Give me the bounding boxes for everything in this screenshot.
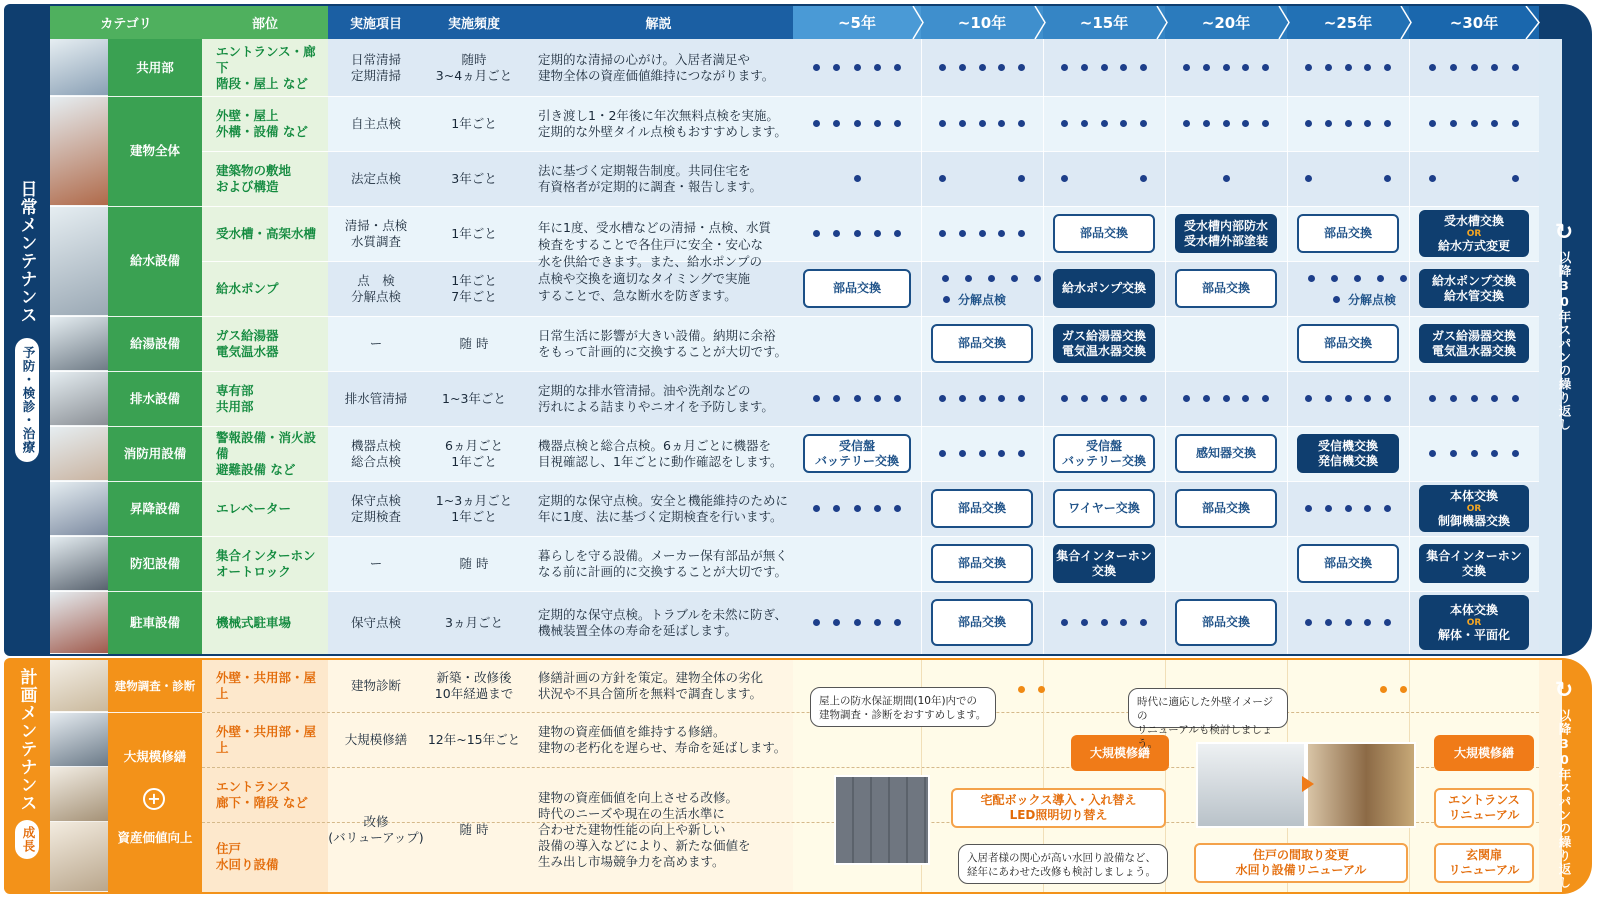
schedule-dot — [874, 619, 881, 626]
schedule-dot — [1325, 64, 1332, 71]
schedule-dot — [1450, 395, 1457, 402]
row-item: 保守点検 定期検査 — [350, 492, 401, 524]
box-line: 解体・平面化 — [1437, 627, 1510, 642]
row-frequency: 3年ごと — [451, 170, 497, 186]
row-part: 集合インターホン オートロック — [216, 547, 316, 579]
schedule-dot — [1140, 619, 1147, 626]
schedule-dot — [1242, 64, 1249, 71]
row-frequency: 随 時 — [459, 555, 489, 571]
header-frequency: 実施頻度 — [424, 6, 524, 39]
schedule-dot — [1380, 686, 1387, 693]
box-line: 本体交換 — [1449, 488, 1498, 503]
daily-title: 日常メンテナンス — [16, 180, 37, 324]
header-year-3: ~15年 — [1043, 6, 1165, 39]
box-line: 給水方式変更 — [1437, 238, 1510, 253]
schedule-dot — [979, 64, 986, 71]
schedule-dot — [1364, 64, 1371, 71]
schedule-dot — [1429, 175, 1436, 182]
schedule-dot — [1450, 64, 1457, 71]
schedule-dot — [965, 275, 972, 282]
planned-frequency: 12年~15年ごと — [427, 731, 521, 747]
schedule-dot — [1262, 64, 1269, 71]
planned-item: 大規模修繕 — [344, 731, 408, 747]
row-item: 保守点検 — [350, 614, 401, 630]
schedule-dot — [1364, 505, 1371, 512]
row-frequency: 6ヵ月ごと 1年ごと — [445, 437, 503, 469]
schedule-dot — [1471, 395, 1478, 402]
planned-description: 建物の資産価値を向上させる改修。 時代のニーズや現在の生活水準に 合わせた建物性能の向上や新しい 設備の導入などにより、新たな価値を 生み出し市場競争力を高めます。 — [538, 789, 751, 869]
row-description: 定期的な排水管清掃。油や洗剤などの 汚れによる詰まりやニオイを予防します。 — [538, 382, 774, 414]
schedule-dot — [1384, 395, 1391, 402]
planned-side-label — [4, 668, 50, 859]
schedule-dot — [874, 505, 881, 512]
planned-part: 外壁・共用部・屋上 — [216, 723, 317, 755]
schedule-dot — [1384, 64, 1391, 71]
schedule-dot — [998, 120, 1005, 127]
year-divider — [921, 39, 922, 654]
category-divider — [50, 206, 202, 207]
schedule-dot — [813, 395, 820, 402]
schedule-dot — [854, 120, 861, 127]
schedule-dot — [833, 395, 840, 402]
category-photo — [50, 712, 108, 767]
planned-description: 建物の資産価値を維持する修繕。 建物の老朽化を遅らせ、寿命を延ばします。 — [538, 723, 787, 755]
schedule-dot — [1140, 175, 1147, 182]
delivery-box-photo — [834, 775, 930, 865]
schedule-dot — [1325, 619, 1332, 626]
intercom-replace-box: 集合インターホン 交換 — [1053, 544, 1155, 583]
category-divider — [50, 712, 202, 713]
category-divider — [50, 371, 202, 372]
category-label: 昇降設備 — [129, 500, 180, 516]
schedule-dot — [1429, 395, 1436, 402]
water-heater-replace-box: ガス給湯器交換 電気温水器交換 — [1419, 324, 1529, 363]
category-photo — [50, 591, 108, 654]
schedule-dot — [874, 395, 881, 402]
planned-title: 計画メンテナンス — [16, 668, 37, 812]
planned-item: 改修 (バリューアップ) — [328, 813, 424, 845]
planned-frequency: 随 時 — [459, 821, 489, 837]
row-part: ガス給湯器 電気温水器 — [216, 327, 279, 359]
row-item: 日常清掃 定期清掃 — [350, 51, 401, 83]
year-divider — [1043, 39, 1044, 654]
parts-exchange-box: 部品交換 — [1175, 599, 1277, 646]
schedule-dot — [1081, 64, 1088, 71]
schedule-dot — [813, 230, 820, 237]
schedule-dot — [988, 275, 995, 282]
category-photo — [50, 822, 108, 892]
elevator-replace-box — [1419, 485, 1529, 532]
schedule-dot — [813, 120, 820, 127]
overhaul-label: 分解点検 — [1348, 293, 1397, 307]
category-label: 給水設備 — [129, 253, 180, 268]
category-photo — [50, 660, 108, 712]
tank-replace-box — [1419, 210, 1529, 257]
schedule-dot — [833, 230, 840, 237]
header-arrows — [793, 6, 1553, 39]
parts-exchange-box: 部品交換 — [931, 324, 1033, 363]
schedule-dot — [1262, 395, 1269, 402]
schedule-dot — [1242, 120, 1249, 127]
row-item: 排水管清掃 — [344, 390, 408, 406]
schedule-dot — [1120, 120, 1127, 127]
header-item: 実施項目 — [328, 6, 424, 39]
schedule-dot — [1140, 120, 1147, 127]
schedule-dot — [854, 230, 861, 237]
schedule-dot — [1345, 64, 1352, 71]
corridor-photo — [1306, 742, 1416, 828]
schedule-dot — [874, 230, 881, 237]
category-label: 建物全体 — [129, 143, 180, 158]
row-part: 警報設備・消火設備 避難設備 など — [216, 429, 317, 477]
category-label: 防犯設備 — [129, 555, 180, 571]
delivery-box-renewal: 宅配ボックス導入・入れ替え LED照明切り替え — [951, 788, 1166, 828]
category-divider — [50, 481, 202, 482]
schedule-dot — [1018, 120, 1025, 127]
schedule-dot — [942, 275, 949, 282]
schedule-dot — [1450, 120, 1457, 127]
category-photo — [50, 371, 108, 426]
schedule-dot — [979, 395, 986, 402]
schedule-dot — [1081, 120, 1088, 127]
header-year-2: ~10年 — [921, 6, 1043, 39]
schedule-dot — [1101, 120, 1108, 127]
schedule-dot — [874, 120, 881, 127]
schedule-dot — [874, 64, 881, 71]
row-description: 暮らしを守る設備。メーカー保有部品が無く なる前に計画的に交換することが大切です。 — [538, 547, 788, 579]
planned-repeat-text: 以降30年スパンの繰り返し — [1557, 709, 1572, 890]
planned-description: 修繕計画の方針を策定。建物全体の劣化 状況や不具合箇所を無料で調査します。 — [538, 670, 764, 701]
schedule-dot — [1471, 450, 1478, 457]
category-photo — [50, 426, 108, 481]
row-item: 機器点検 総合点検 — [350, 437, 401, 469]
box-or: OR — [1466, 617, 1482, 628]
schedule-dot — [854, 619, 861, 626]
schedule-dot — [1203, 64, 1210, 71]
repeat-icon: ↻ — [1554, 220, 1574, 245]
category-divider — [50, 426, 202, 427]
schedule-dot — [1400, 275, 1407, 282]
schedule-dot — [1018, 395, 1025, 402]
schedule-dot — [1038, 686, 1045, 693]
schedule-dot — [1262, 120, 1269, 127]
unit-renewal-box: 住戸の間取り変更 水回り設備リニューアル — [1194, 843, 1408, 883]
schedule-dot — [1101, 619, 1108, 626]
schedule-dot — [1325, 505, 1332, 512]
schedule-dot — [813, 619, 820, 626]
header-category: カテゴリ — [50, 6, 202, 39]
row-item: 自主点検 — [350, 115, 401, 131]
row-item: ー — [369, 335, 383, 351]
schedule-dot — [1354, 275, 1361, 282]
parts-exchange-box: 部品交換 — [1053, 214, 1155, 253]
door-renewal-box: 玄関扉 リニューアル — [1434, 843, 1534, 883]
header-year-1: ~5年 — [793, 6, 921, 39]
category-photo — [50, 96, 108, 206]
header-year-6: ~30年 — [1409, 6, 1539, 39]
schedule-dot — [1345, 619, 1352, 626]
row-item: 点 検 分解点検 — [350, 272, 401, 304]
category-major: 大規模修繕 — [123, 749, 187, 764]
category-photo — [50, 206, 108, 316]
year-divider — [1287, 39, 1288, 654]
schedule-dot — [833, 619, 840, 626]
major-repair-box: 大規模修繕 — [1071, 735, 1169, 771]
survey-note: 屋上の防水保証期間(10年)内での 建物調査・診断をおすすめします。 — [810, 687, 996, 727]
schedule-dot — [854, 175, 861, 182]
row-part: エレベーター — [216, 500, 292, 516]
schedule-dot — [1429, 450, 1436, 457]
parts-exchange-box: 部品交換 — [1297, 324, 1399, 363]
schedule-dot — [943, 296, 950, 303]
box-or: OR — [1466, 503, 1482, 514]
schedule-dot — [1223, 64, 1230, 71]
category-divider — [50, 591, 202, 592]
schedule-dot — [1018, 450, 1025, 457]
facade-note: 時代に適応した外壁イメージの リニューアルも検討しましょう。 — [1128, 688, 1288, 728]
arrow-icon — [1302, 776, 1314, 792]
parts-exchange-box: 部品交換 — [931, 544, 1033, 583]
major-repair-box: 大規模修繕 — [1434, 735, 1534, 771]
row-description: 定期的な保守点検。安全と機能維持のために 年に1度、法に基づく定期検査を行います。 — [538, 492, 789, 524]
planned-frequency: 新築・改修後 10年経過まで — [434, 670, 514, 701]
parts-exchange-box: 部品交換 — [1175, 489, 1277, 528]
schedule-dot — [1345, 505, 1352, 512]
schedule-dot — [854, 505, 861, 512]
schedule-dot — [1345, 395, 1352, 402]
row-frequency: 1~3年ごと — [442, 390, 506, 406]
schedule-dot — [959, 64, 966, 71]
schedule-dot — [1011, 275, 1018, 282]
schedule-dot — [1364, 395, 1371, 402]
schedule-dot — [1140, 64, 1147, 71]
row-description: 定期的な保守点検。トラブルを未然に防ぎ、 機械装置全体の寿命を延ばします。 — [538, 606, 788, 638]
row-description: 法に基づく定期報告制度。共同住宅を 有資格者が定期的に調査・報告します。 — [538, 162, 763, 194]
row-item: 法定点検 — [350, 170, 401, 186]
schedule-dot — [1333, 296, 1340, 303]
row-frequency: 3ヵ月ごと — [445, 614, 503, 630]
plus-icon: + — [143, 788, 165, 810]
schedule-dot — [998, 230, 1005, 237]
category-label: 共用部 — [136, 59, 174, 75]
sensor-replace-box: 感知器交換 — [1175, 434, 1277, 473]
schedule-dot — [1345, 120, 1352, 127]
receiver-replace-box: 受信機交換 発信機交換 — [1297, 434, 1399, 473]
daily-repeat-text: 以降30年スパンの繰り返し — [1557, 251, 1572, 432]
schedule-dot — [833, 505, 840, 512]
overhaul-label: 分解点検 — [958, 293, 1007, 307]
schedule-dot — [833, 120, 840, 127]
schedule-dot — [998, 450, 1005, 457]
row-part: エントランス・廊下 階段・屋上 など — [216, 43, 316, 91]
schedule-dot — [1400, 686, 1407, 693]
row-description: 引き渡し1・2年後に年次無料点検を実施。 定期的な外壁タイル点検もおすすめします。 — [538, 107, 787, 139]
tank-coating-box: 受水槽内部防水 受水槽外部塗装 — [1175, 214, 1277, 253]
pump-replace-box: 給水ポンプ交換 — [1053, 269, 1155, 308]
parts-exchange-box: 部品交換 — [931, 489, 1033, 528]
category-photo — [50, 39, 108, 96]
schedule-dot — [959, 450, 966, 457]
schedule-dot — [1429, 120, 1436, 127]
category-divider — [50, 316, 202, 317]
schedule-dot — [1140, 395, 1147, 402]
schedule-dot — [1308, 275, 1315, 282]
daily-side-label — [4, 180, 50, 462]
schedule-dot — [979, 230, 986, 237]
schedule-dot — [1101, 395, 1108, 402]
header-year-4: ~20年 — [1165, 6, 1287, 39]
category-value: 資産価値向上 — [117, 830, 193, 845]
row-item: 清掃・点検 水質調査 — [344, 217, 408, 249]
schedule-dot — [1325, 395, 1332, 402]
row-frequency: 随 時 — [459, 335, 489, 351]
header-year-5: ~25年 — [1287, 6, 1409, 39]
schedule-dot — [1384, 175, 1391, 182]
row-part: 給水ポンプ — [216, 280, 279, 296]
daily-repeat-label — [1539, 220, 1589, 432]
row-part: 機械式駐車場 — [216, 614, 292, 630]
category-photo — [50, 481, 108, 536]
row-part: 専有部 共用部 — [216, 382, 254, 414]
schedule-dot — [1429, 64, 1436, 71]
planned-item: 建物診断 — [350, 678, 401, 693]
schedule-dot — [979, 120, 986, 127]
row-frequency: 1年ごと — [451, 115, 497, 131]
planned-repeat-label — [1539, 678, 1589, 890]
schedule-dot — [1364, 619, 1371, 626]
schedule-dot — [1018, 64, 1025, 71]
parking-replace-box — [1419, 595, 1529, 650]
row-frequency: 随時 3~4ヵ月ごと — [435, 51, 513, 83]
planned-part: エントランス 廊下・階段 など — [216, 778, 308, 810]
schedule-dot — [1384, 120, 1391, 127]
row-description: 日常生活に影響が大きい設備。納期に余裕 をもって計画的に交換することが大切です。 — [538, 327, 788, 359]
schedule-dot — [1331, 275, 1338, 282]
year-divider — [1409, 39, 1410, 654]
schedule-dot — [1120, 64, 1127, 71]
box-or: OR — [1466, 228, 1482, 239]
row-part: 受水槽・高架水槽 — [216, 225, 317, 241]
category-photo — [50, 767, 108, 822]
category-label: 給湯設備 — [129, 335, 180, 351]
box-line: 本体交換 — [1449, 602, 1498, 617]
schedule-dot — [1081, 395, 1088, 402]
row-frequency: 1年ごと 7年ごと — [451, 272, 497, 304]
schedule-dot — [1242, 395, 1249, 402]
schedule-dot — [1120, 619, 1127, 626]
schedule-dot — [1203, 120, 1210, 127]
schedule-dot — [998, 64, 1005, 71]
row-part: 建築物の敷地 および構造 — [216, 162, 292, 194]
category-photo — [50, 536, 108, 591]
schedule-dot — [1101, 64, 1108, 71]
parts-exchange-box: 部品交換 — [1297, 544, 1399, 583]
entrance-photo — [1196, 742, 1306, 828]
schedule-dot — [959, 120, 966, 127]
schedule-dot — [1081, 619, 1088, 626]
year-divider — [1165, 39, 1166, 654]
category-divider — [50, 536, 202, 537]
water-note: 入居者様の関心が高い水回り設備など、 経年にあわせた改修も検討しましょう。 — [958, 844, 1168, 884]
schedule-dot — [1325, 120, 1332, 127]
schedule-dot — [1034, 275, 1041, 282]
parts-exchange-box: 部品交換 — [931, 599, 1033, 646]
category-label: 消防用設備 — [123, 445, 187, 461]
category-divider — [50, 96, 202, 97]
schedule-dot — [1223, 120, 1230, 127]
row-item: ー — [369, 555, 383, 571]
row-frequency: 1~3ヵ月ごと 1年ごと — [435, 492, 513, 524]
schedule-dot — [1203, 395, 1210, 402]
water-heater-replace-box: ガス給湯器交換 電気温水器交換 — [1053, 324, 1155, 363]
repeat-icon: ↻ — [1554, 678, 1574, 703]
row-description: 定期的な清掃の心がけ。入居者満足や 建物全体の資産価値維持につながります。 — [538, 51, 775, 83]
intercom-replace-box: 集合インターホン 交換 — [1419, 544, 1529, 583]
daily-badge: 予防・検診・治療 — [15, 338, 39, 462]
parts-exchange-box: 部品交換 — [803, 269, 911, 308]
category-survey: 建物調査・診断 — [114, 679, 196, 693]
schedule-dot — [1384, 505, 1391, 512]
schedule-dot — [1018, 230, 1025, 237]
schedule-dot — [1018, 175, 1025, 182]
schedule-dot — [1471, 64, 1478, 71]
schedule-dot — [1364, 120, 1371, 127]
schedule-dot — [1471, 120, 1478, 127]
schedule-dot — [959, 230, 966, 237]
category-label: 排水設備 — [129, 390, 180, 406]
schedule-dot — [1450, 450, 1457, 457]
row-part: 外壁・屋上 外構・設備 など — [216, 107, 308, 139]
schedule-dot — [1223, 395, 1230, 402]
parts-exchange-box: 部品交換 — [1175, 269, 1277, 308]
schedule-dot — [1018, 686, 1025, 693]
schedule-dot — [833, 64, 840, 71]
schedule-dot — [1384, 619, 1391, 626]
header-description: 解説 — [524, 6, 793, 39]
schedule-dot — [813, 64, 820, 71]
wire-replace-box: ワイヤー交換 — [1053, 489, 1155, 528]
pump-pipe-replace-box: 給水ポンプ交換 給水管交換 — [1419, 269, 1529, 308]
schedule-dot — [854, 395, 861, 402]
schedule-dot — [979, 450, 986, 457]
row-frequency: 1年ごと — [451, 225, 497, 241]
header-part: 部位 — [202, 6, 328, 39]
water-description: 年に1度、受水槽などの清掃・点検、水質 検査をすることで各住戸に安全・安心な 水を供給できます。また、給水ポンプの 点検や交換を適切なタイミングで実施 することで、急な断水を防ぎます。 — [538, 219, 771, 303]
row-description: 機器点検と総合点検。6ヵ月ごとに機器を 目視確認し、1年ごとに動作確認をします。 — [538, 437, 783, 469]
schedule-dot — [854, 64, 861, 71]
box-line: 受水槽交換 — [1443, 213, 1504, 228]
planned-badge: 成長 — [15, 820, 39, 859]
category-photo — [50, 316, 108, 371]
schedule-dot — [998, 395, 1005, 402]
battery-replace-box: 受信盤 バッテリー交換 — [803, 434, 911, 473]
schedule-dot — [813, 505, 820, 512]
schedule-dot — [1120, 395, 1127, 402]
schedule-dot — [959, 395, 966, 402]
parts-exchange-box: 部品交換 — [1297, 214, 1399, 253]
battery-replace-box: 受信盤 バッテリー交換 — [1053, 434, 1155, 473]
schedule-dot — [1377, 275, 1384, 282]
category-label: 駐車設備 — [129, 614, 180, 630]
planned-part: 外壁・共用部・屋上 — [216, 670, 317, 701]
box-line: 制御機器交換 — [1437, 513, 1510, 528]
schedule-dot — [1223, 175, 1230, 182]
entrance-renewal-box: エントランス リニューアル — [1434, 788, 1534, 828]
planned-part: 住戸 水回り設備 — [216, 841, 279, 872]
